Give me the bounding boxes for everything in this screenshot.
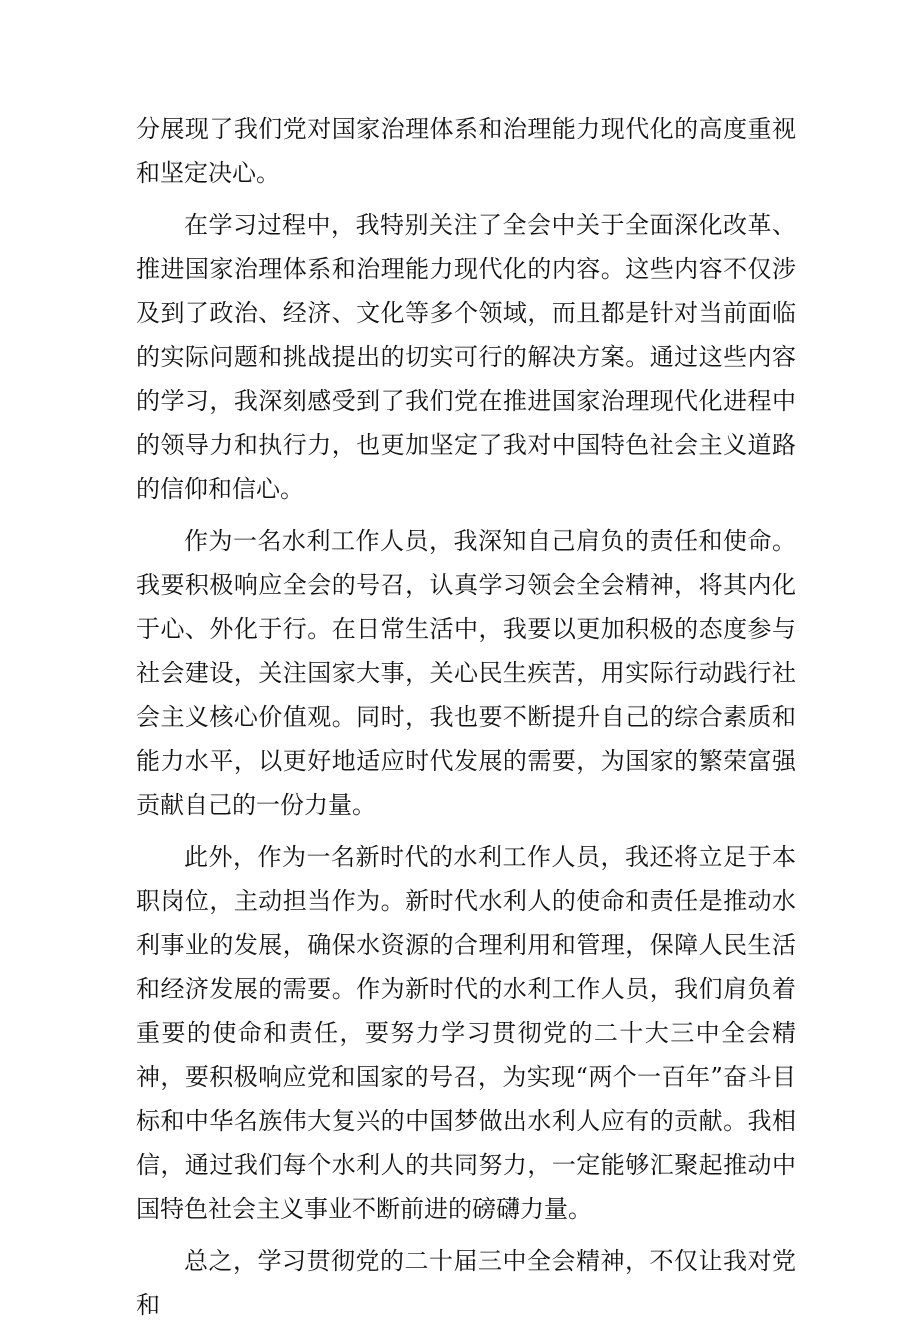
paragraph: 总之，学习贯彻党的二十届三中全会精神，不仅让我对党和 [136,1247,796,1319]
paragraph: 作为一名水利工作人员，我深知自己肩负的责任和使命。我要积极响应全会的号召，认真学习领会全会精神，将其内化于心、外化于行。在日常生活中，我要以更加积极的态度参与社会建设，关注国家大事，关心民生疾苦，用实际行动践行社会主义核心价值观。同时，我也要不断提升自己的综合素质和能力水平，以更好地适应时代发展的需要，为国家的繁荣富强贡献自己的一份力量。 [136,527,796,819]
paragraph: 分展现了我们党对国家治理体系和治理能力现代化的高度重视和坚定决心。 [136,115,796,187]
paragraph: 此外，作为一名新时代的水利工作人员，我还将立足于本职岗位，主动担当作为。新时代水利人的使命和责任是推动水利事业的发展，确保水资源的合理利用和管理，保障人民生活和经济发展的需要。作为新时代的水利工作人员，我们肩负着重要的使命和责任，要努力学习贯彻党的二十大三中全会精神，要积极响应党和国家的号召，为实现“两个一百年”奋斗目标和中华名族伟大复兴的中国梦做出水利人应有的贡献。我相信，通过我们每个水利人的共同努力，一定能够汇聚起推动中国特色社会主义事业不断前进的磅礴力量。 [136,843,796,1223]
document-body [136,107,796,1335]
paragraph: 在学习过程中，我特别关注了全会中关于全面深化改革、推进国家治理体系和治理能力现代化的内容。这些内容不仅涉及到了政治、经济、文化等多个领域，而且都是针对当前面临的实际问题和挑战提出的切实可行的解决方案。通过这些内容的学习，我深刻感受到了我们党在推进国家治理现代化进程中的领导力和执行力，也更加坚定了我对中国特色社会主义道路的信仰和信心。 [136,211,796,503]
